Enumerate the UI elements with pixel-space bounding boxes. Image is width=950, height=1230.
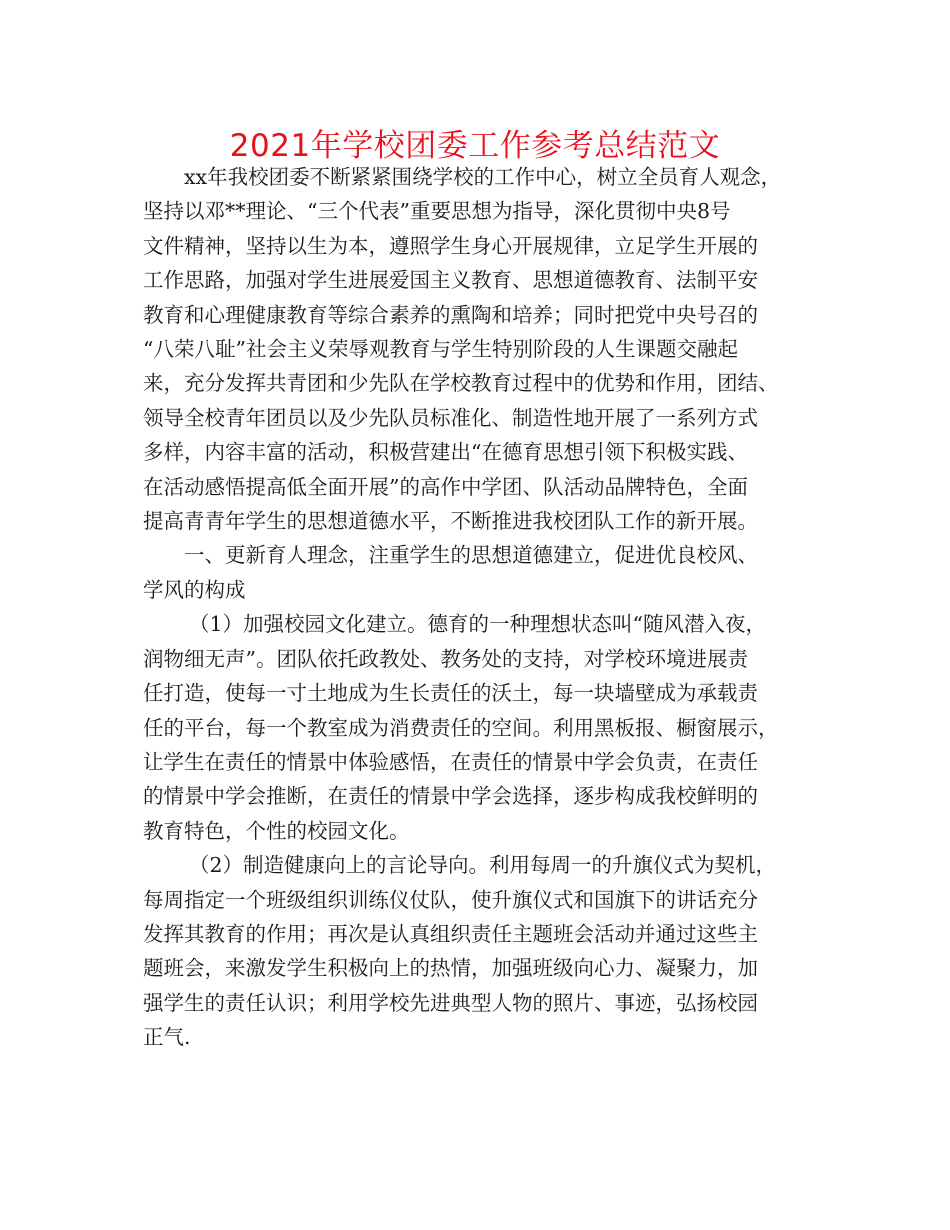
text-line: 来，充分发挥共青团和少先队在学校教育过程中的优势和作用，团结、: [143, 371, 779, 396]
text-line: 文件精神，坚持以生为本，遵照学生身心开展规律，立足学生开展的: [143, 233, 758, 258]
text-line: 任打造，使每一寸土地成为生长责任的沃土，每一块墙壁成为承载责: [143, 681, 758, 706]
text-line: 任的平台，每一个教室成为消费责任的空间。利用黑板报、橱窗展示，: [143, 715, 779, 740]
text-line: “八荣八耻”社会主义荣辱观教育与学生特别阶段的人生课题交融起: [143, 337, 738, 362]
text-line: 工作思路，加强对学生进展爱国主义教育、思想道德教育、法制平安: [143, 268, 758, 293]
text-line: 多样，内容丰富的活动，积极营建出“在德育思想引领下积极实践、: [143, 440, 748, 465]
text-line: （2）制造健康向上的言论导向。利用每周一的升旗仪式为契机，: [189, 853, 777, 878]
document-body: [143, 160, 833, 1055]
text-line: 学风的构成: [143, 577, 246, 602]
text-line: 领导全校青年团员以及少先队员标准化、制造性地开展了一系列方式: [143, 405, 758, 430]
text-line: （1）加强校园文化建立。德育的一种理想状态叫“随风潜入夜，: [189, 612, 767, 637]
paragraph-intro: [143, 160, 833, 538]
paragraph-item-2: [143, 848, 833, 1054]
text-line: 正气.: [143, 1025, 191, 1050]
text-line: 每周指定一个班级组织训练仪仗队，使升旗仪式和国旗下的讲话充分: [143, 887, 758, 912]
text-line: 教育特色，个性的校园文化。: [143, 818, 410, 843]
text-line: xx年我校团委不断紧紧围绕学校的工作中心，树立全员育人观念，: [184, 165, 782, 189]
text-line: 坚持以邓**理论、“三个代表”重要思想为指导，深化贯彻中央8号: [143, 199, 731, 224]
text-line: 让学生在责任的情景中体验感悟，在责任的情景中学会负责，在责任: [143, 749, 758, 774]
section-heading-1: [143, 538, 833, 607]
text-line: 的情景中学会推断，在责任的情景中学会选择，逐步构成我校鲜明的: [143, 784, 758, 809]
text-line: 提高青青年学生的思想道德水平，不断推进我校团队工作的新开展。: [143, 509, 758, 534]
text-line: 强学生的责任认识；利用学校先进典型人物的照片、事迹，弘扬校园: [143, 990, 758, 1015]
text-line: 题班会，来激发学生积极向上的热情，加强班级向心力、凝聚力，加: [143, 956, 758, 981]
text-line: 一、更新育人理念，注重学生的思想道德建立，促进优良校风、: [184, 543, 758, 568]
text-line: 润物细无声”。团队依托政教处、教务处的支持，对学校环境进展责: [143, 646, 748, 671]
text-line: 教育和心理健康教育等综合素养的熏陶和培养；同时把党中央号召的: [143, 302, 758, 327]
document-title: 2021年学校团委工作参考总结范文: [229, 128, 721, 164]
paragraph-item-1: [143, 607, 833, 848]
text-line: 在活动感悟提高低全面开展”的高作中学团、队活动品牌特色，全面: [143, 474, 748, 499]
text-line: 发挥其教育的作用；再次是认真组织责任主题班会活动并通过这些主: [143, 921, 758, 946]
